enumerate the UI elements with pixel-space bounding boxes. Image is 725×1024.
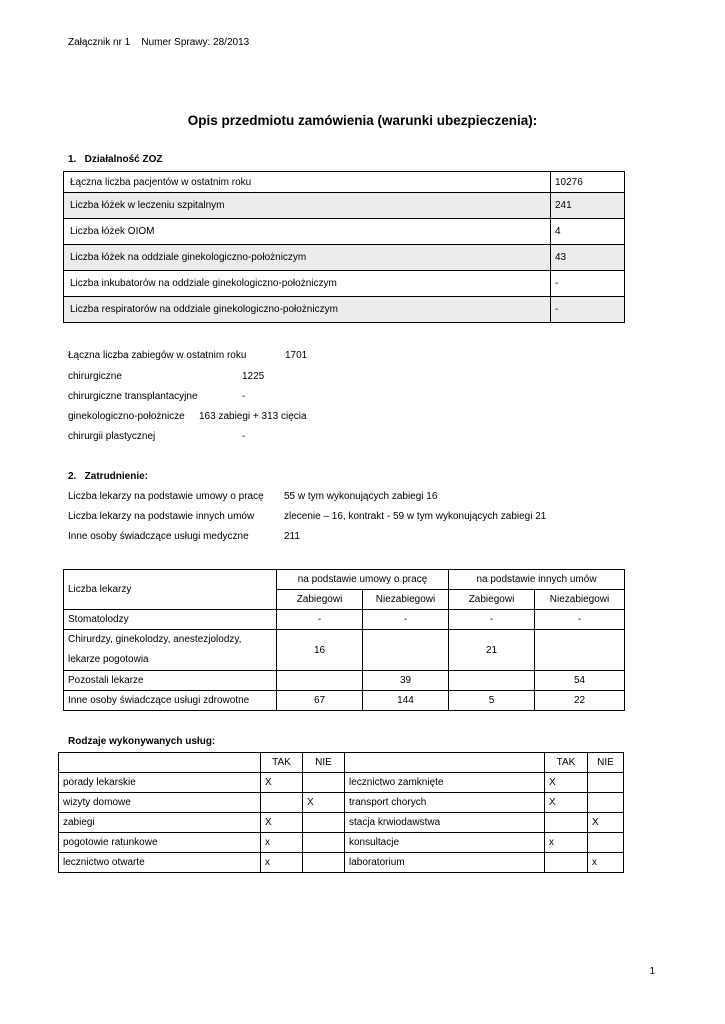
row-label: Liczba łóżek w leczeniu szpitalnym (64, 193, 551, 219)
row-value: 4 (551, 219, 625, 245)
procedures-total-label: Łączna liczba zabiegów w ostatnim roku (68, 350, 247, 361)
procedure-value: - (242, 391, 246, 402)
page-title: Opis przedmiotu zamówienia (warunki ubezpieczenia): (187, 113, 538, 128)
nie-cell: X (303, 793, 345, 813)
tak-cell: x (545, 833, 588, 853)
tak-cell (261, 793, 303, 813)
row-value: 43 (551, 245, 625, 271)
service-name: lecznictwo zamknięte (345, 773, 545, 793)
row-label: Liczba łóżek OIOM (64, 219, 551, 245)
employment-value: zlecenie – 16, kontrakt - 59 w tym wykonujących zabiegi 21 (284, 511, 547, 522)
cell: 144 (363, 691, 449, 711)
row-value: - (551, 297, 625, 323)
tak-cell: X (261, 813, 303, 833)
table-header-row (64, 570, 625, 590)
tak-cell: x (261, 833, 303, 853)
service-name: laboratorium (345, 853, 545, 873)
table-row (59, 833, 624, 853)
row-label-line-1: Chirurdzy, ginekolodzy, anestezjolodzy, (68, 634, 242, 645)
cell (277, 671, 363, 691)
row-label: Liczba inkubatorów na oddziale ginekologiczno-położniczym (64, 271, 551, 297)
cell: 5 (449, 691, 535, 711)
employment-value: 55 w tym wykonujących zabiegi 16 (284, 491, 438, 502)
employment-label: Inne osoby świadczące usługi medyczne (68, 531, 249, 542)
row-label: Inne osoby świadczące usługi zdrowotne (64, 691, 277, 711)
row-value: - (551, 271, 625, 297)
table-row (59, 773, 624, 793)
row-value: 10276 (551, 172, 625, 193)
subheader-cell: Zabiegowi (277, 590, 363, 610)
section-2-heading: 2. Zatrudnienie: (68, 471, 149, 482)
subheader-cell: Zabiegowi (449, 590, 535, 610)
service-name: wizyty domowe (59, 793, 261, 813)
procedure-label: chirurgii plastycznej (68, 431, 156, 442)
cell: 22 (535, 691, 625, 711)
table-header-row (59, 753, 624, 773)
subheader-cell: Niezabiegowi (535, 590, 625, 610)
table-row (64, 245, 625, 271)
row-label-line-2: lekarze pogotowia (68, 654, 149, 665)
empty-header-cell (345, 753, 545, 773)
cell: - (277, 610, 363, 630)
doctors-corner-header: Liczba lekarzy (64, 570, 277, 610)
table-row (64, 671, 625, 691)
nie-cell (303, 853, 345, 873)
nie-cell (588, 833, 624, 853)
table-row (64, 630, 625, 671)
nie-cell: X (588, 813, 624, 833)
procedure-label: chirurgiczne transplantacyjne (68, 391, 198, 402)
table-row (59, 793, 624, 813)
nie-cell: x (588, 853, 624, 873)
nie-header: NIE (303, 753, 345, 773)
table-row (64, 271, 625, 297)
table-row (59, 813, 624, 833)
row-label (64, 630, 277, 671)
tak-cell: X (261, 773, 303, 793)
services-table (58, 752, 624, 873)
table-row (64, 193, 625, 219)
table-row (64, 297, 625, 323)
row-label: Liczba łóżek na oddziale ginekologiczno-położniczym (64, 245, 551, 271)
row-label: Stomatolodzy (64, 610, 277, 630)
service-name: konsultacje (345, 833, 545, 853)
page-number: 1 (649, 966, 655, 977)
row-label: Pozostali lekarze (64, 671, 277, 691)
table-row (64, 172, 625, 193)
tak-cell (545, 813, 588, 833)
row-label: Łączna liczba pacjentów w ostatnim roku (64, 172, 551, 193)
nie-cell (588, 773, 624, 793)
table-row (64, 219, 625, 245)
employment-value: 211 (284, 531, 300, 542)
procedure-label: chirurgiczne (68, 371, 122, 382)
document-header: Załącznik nr 1 Numer Sprawy: 28/2013 (68, 37, 250, 48)
nie-header: NIE (588, 753, 624, 773)
service-name: lecznictwo otwarte (59, 853, 261, 873)
tak-cell: x (261, 853, 303, 873)
section-1-heading: 1. Działalność ZOZ (68, 154, 163, 165)
zoz-activity-table (63, 171, 625, 323)
table-row (59, 853, 624, 873)
employment-label: Liczba lekarzy na podstawie umowy o pracę (68, 491, 264, 502)
cell (449, 671, 535, 691)
cell: - (449, 610, 535, 630)
procedure-value: - (242, 431, 246, 442)
doctors-table (63, 569, 625, 711)
service-name: transport chorych (345, 793, 545, 813)
cell: 67 (277, 691, 363, 711)
procedure-label: ginekologiczno-położnicze (68, 411, 185, 422)
tak-cell: X (545, 793, 588, 813)
tak-header: TAK (261, 753, 303, 773)
tak-cell (545, 853, 588, 873)
cell (535, 630, 625, 671)
table-row (64, 610, 625, 630)
empty-header-cell (59, 753, 261, 773)
nie-cell (303, 813, 345, 833)
procedures-total-value: 1701 (285, 350, 308, 361)
services-heading: Rodzaje wykonywanych usług: (68, 736, 216, 747)
cell: 39 (363, 671, 449, 691)
subheader-cell: Niezabiegowi (363, 590, 449, 610)
cell: - (363, 610, 449, 630)
cell (363, 630, 449, 671)
cell: - (535, 610, 625, 630)
nie-cell (588, 793, 624, 813)
service-name: stacja krwiodawstwa (345, 813, 545, 833)
nie-cell (303, 833, 345, 853)
nie-cell (303, 773, 345, 793)
service-name: pogotowie ratunkowe (59, 833, 261, 853)
service-name: zabiegi (59, 813, 261, 833)
row-label: Liczba respiratorów na oddziale ginekologiczno-położniczym (64, 297, 551, 323)
group-header-other-contracts: na podstawie innych umów (449, 570, 625, 590)
row-value: 241 (551, 193, 625, 219)
tak-cell: X (545, 773, 588, 793)
cell: 16 (277, 630, 363, 671)
tak-header: TAK (545, 753, 588, 773)
group-header-employment: na podstawie umowy o pracę (277, 570, 449, 590)
service-name: porady lekarskie (59, 773, 261, 793)
cell: 54 (535, 671, 625, 691)
procedure-value: 163 zabiegi + 313 cięcia (199, 411, 307, 422)
procedure-value: 1225 (242, 371, 265, 382)
table-row (64, 691, 625, 711)
cell: 21 (449, 630, 535, 671)
employment-label: Liczba lekarzy na podstawie innych umów (68, 511, 255, 522)
